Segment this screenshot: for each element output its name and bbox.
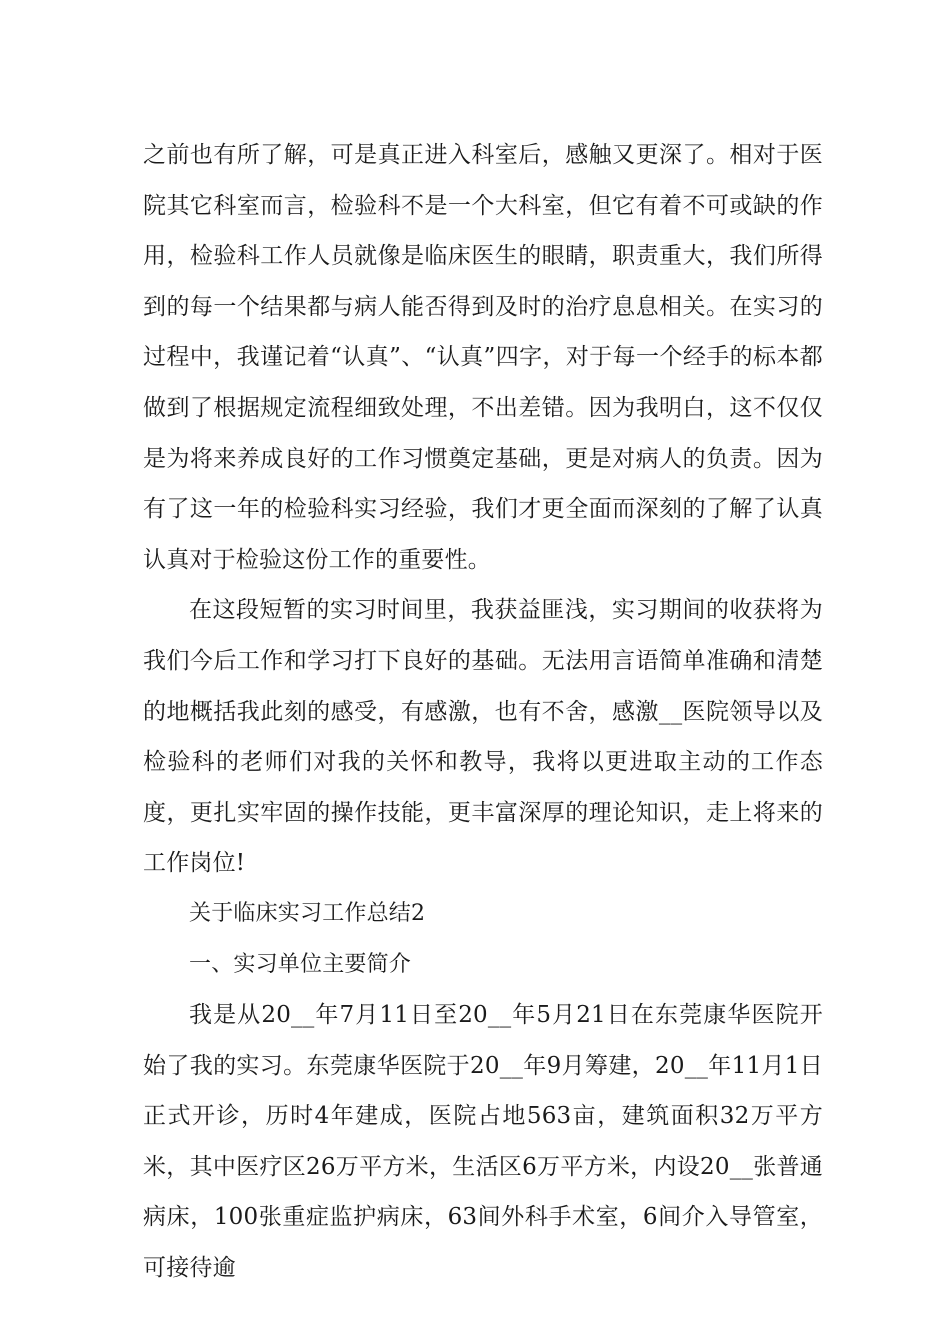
- document-body: [143, 130, 823, 1294]
- paragraph-lab-experience: 之前也有所了解，可是真正进入科室后，感触又更深了。相对于医院其它科室而言，检验科不是一个大科室，但它有着不可或缺的作用，检验科工作人员就像是临床医生的眼睛，职责重大，我们所得到的每一个结果都与病人能否得到及时的治疗息息相关。在实习的过程中，我谨记着“认真”、“认真”四字，对于每一个经手的标本都做到了根据规定流程细致处理，不出差错。因为我明白，这不仅仅是为将来养成良好的工作习惯奠定基础，更是对病人的负责。因为有了这一年的检验科实习经验，我们才更全面而深刻的了解了认真认真对于检验这份工作的重要性。: [143, 142, 823, 573]
- paragraph-hospital-intro: 我是从20__年7月11日至20__年5月21日在东莞康华医院开始了我的实习。东莞康华医院于20__年9月筹建，20__年11月1日正式开诊，历时4年建成，医院占地563亩，建筑面积32万平方米，其中医疗区26万平方米，生活区6万平方米，内设20__张普通病床，100张重症监护病床，63间外科手术室，6间介入导管室，可接待逾: [143, 1002, 823, 1282]
- section-title-summary-2: 关于临床实习工作总结2: [189, 900, 426, 926]
- section-heading-unit-intro: 一、实习单位主要简介: [189, 951, 412, 977]
- paragraph-gratitude: 在这段短暂的实习时间里，我获益匪浅，实习期间的收获将为我们今后工作和学习打下良好的基础。无法用言语简单准确和清楚的地概括我此刻的感受，有感激，也有不舍，感激__医院领导以及检验科的老师们对我的关怀和教导，我将以更进取主动的工作态度，更扎实牢固的操作技能，更丰富深厚的理论知识，走上将来的工作岗位!: [143, 597, 823, 877]
